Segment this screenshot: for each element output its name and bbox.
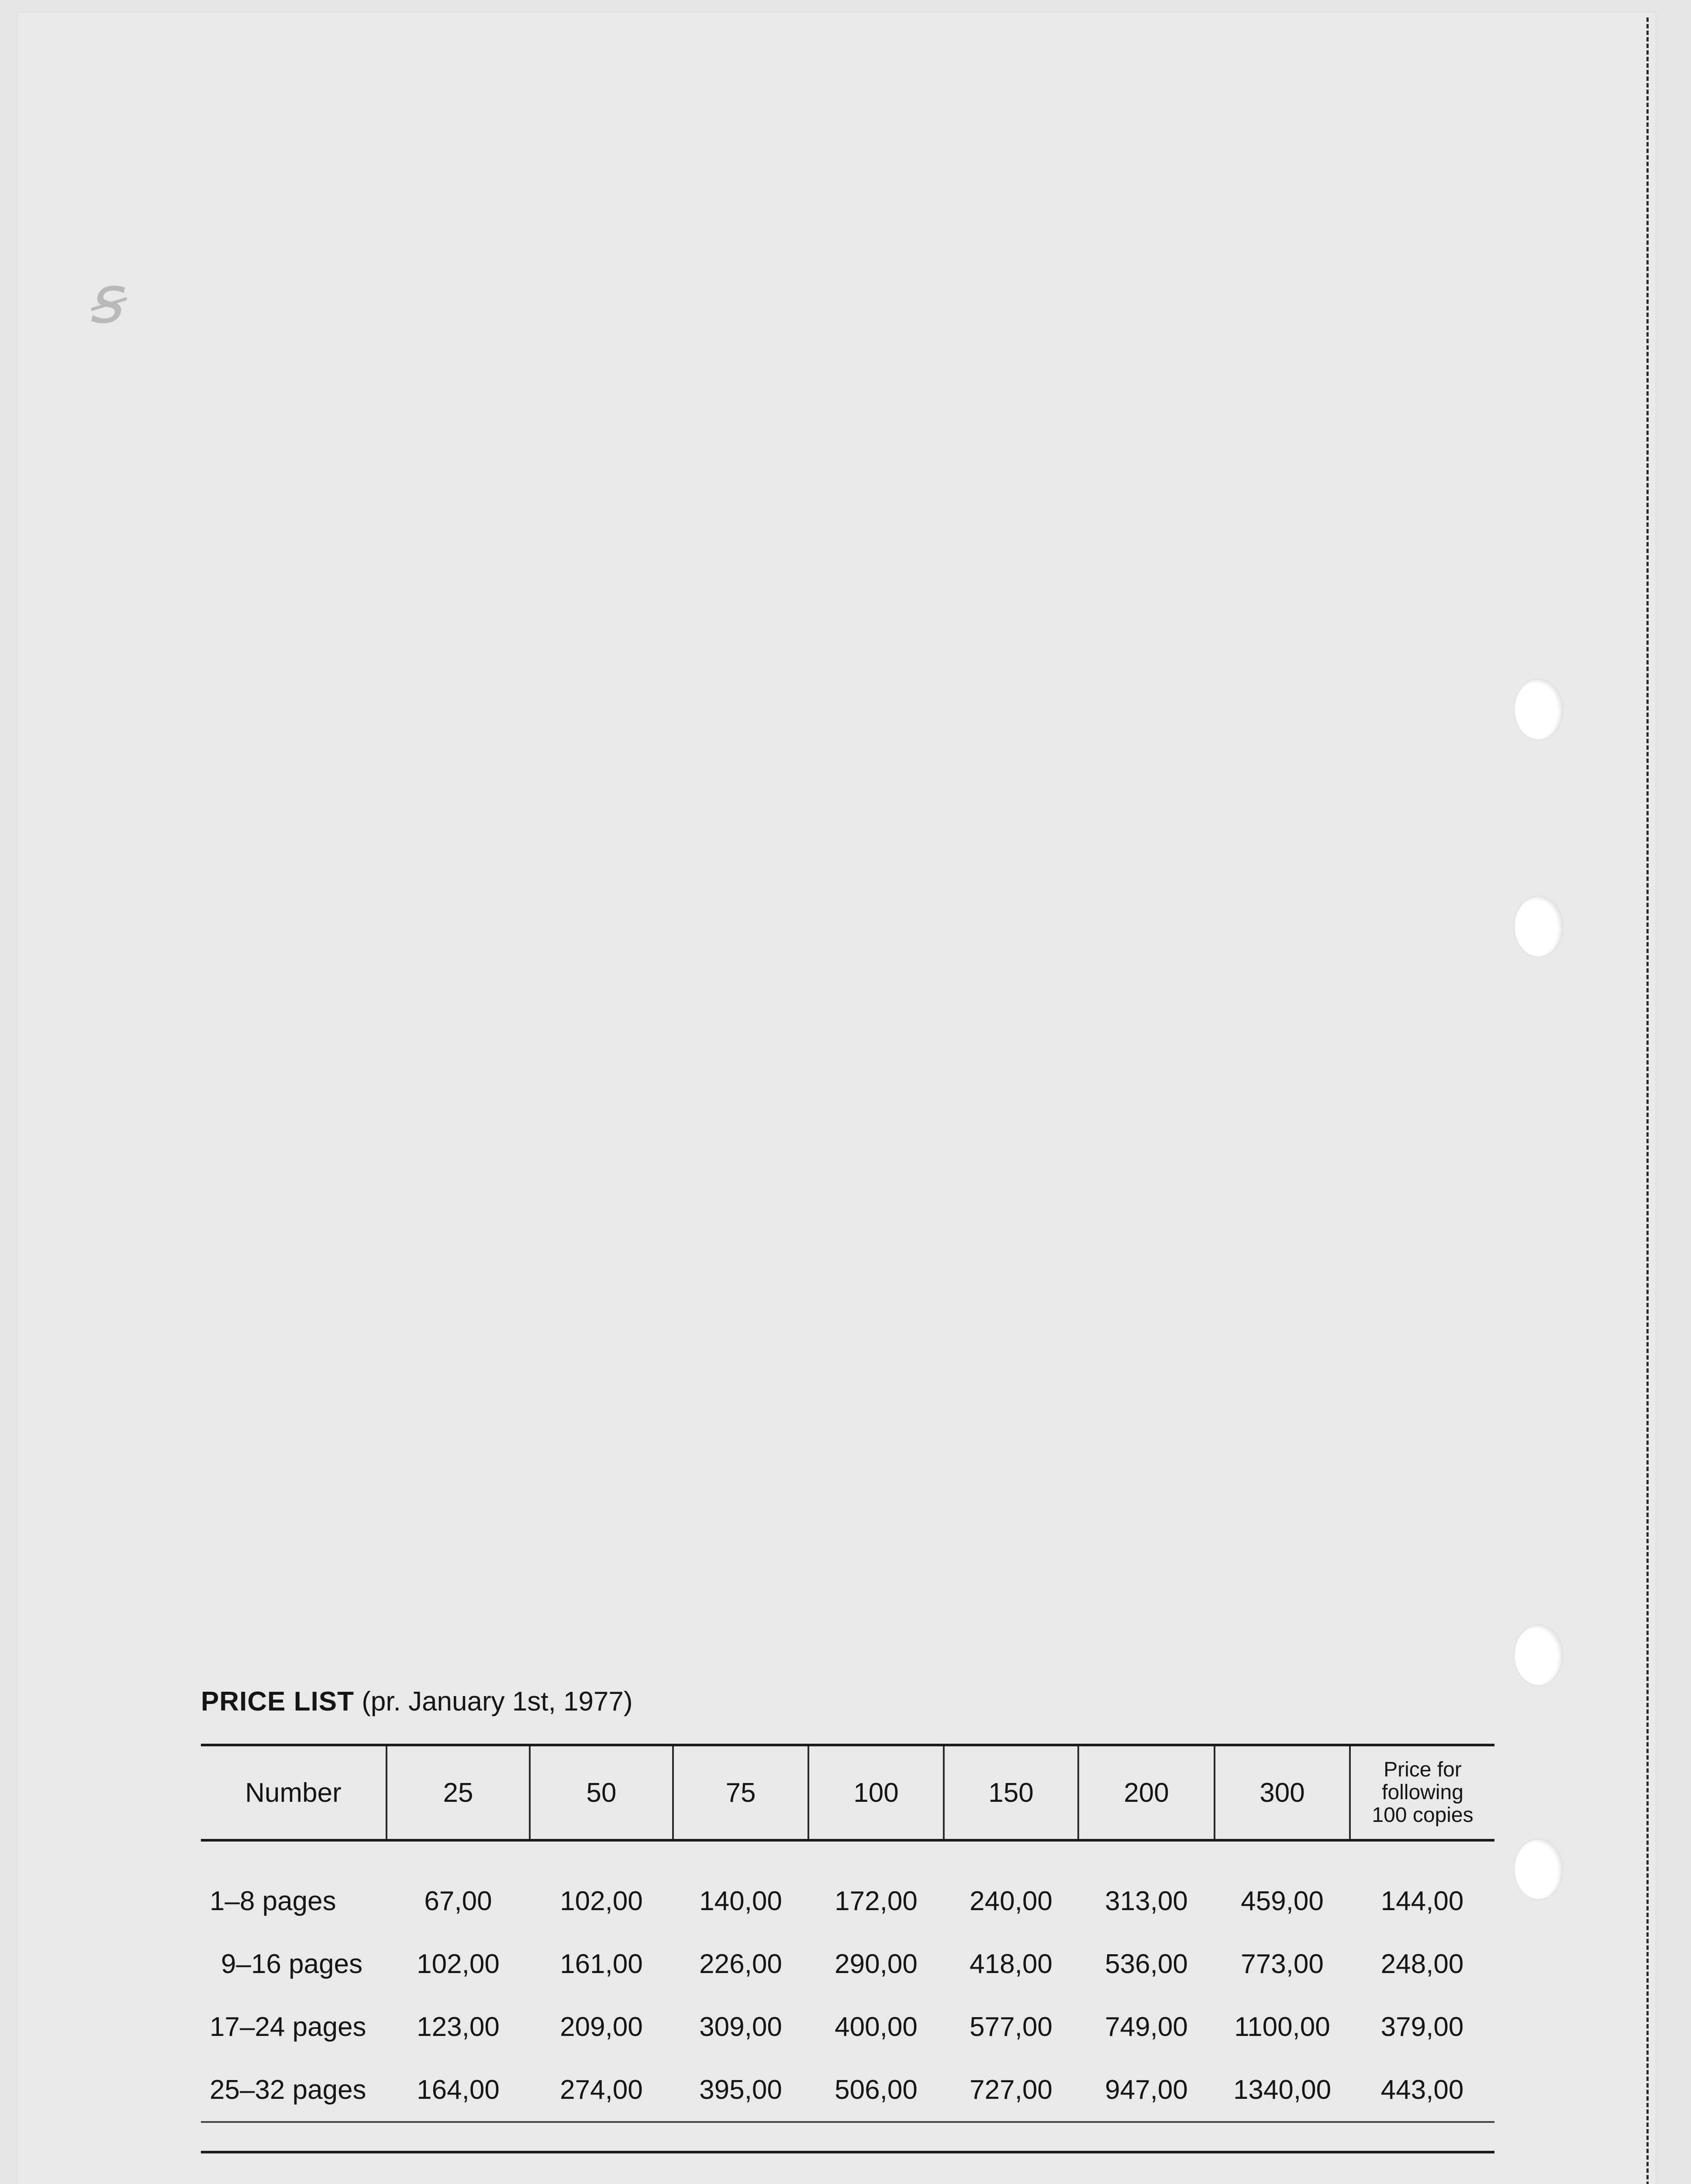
table-row <box>201 1870 1494 1932</box>
row-label: 1–8 pages <box>210 1886 336 1916</box>
price-list-date: (pr. January 1st, 1977) <box>362 1686 633 1717</box>
punch-hole <box>1515 679 1563 740</box>
row-label: 25–32 pages <box>201 2058 387 2122</box>
price-cell: 536,00 <box>1105 1949 1188 1979</box>
price-cell: 164,00 <box>387 2058 530 2122</box>
column-header: 100 <box>808 1745 944 1840</box>
price-cell: 459,00 <box>1241 1886 1324 1916</box>
column-header: 150 <box>944 1745 1078 1840</box>
price-cell <box>944 2153 1078 2184</box>
price-cell: 506,00 <box>808 2058 944 2122</box>
price-cell: 773,00 <box>1241 1949 1324 1979</box>
column-header: 75 <box>673 1745 808 1840</box>
price-cell: 577,00 <box>970 2011 1053 2042</box>
cover-row <box>201 2153 1494 2184</box>
column-header: 300 <box>1215 1745 1350 1840</box>
price-cell: 209,00 <box>560 2011 643 2042</box>
price-cell: 102,00 <box>560 1886 643 1916</box>
following-price-cell: 379,00 <box>1380 2011 1464 2042</box>
price-cell: 400,00 <box>835 2011 918 2042</box>
column-header: Number <box>201 1745 387 1840</box>
price-cell: 240,00 <box>970 1886 1053 1916</box>
price-cell: 309,00 <box>699 2011 782 2042</box>
following-price-cell: 144,00 <box>1380 1886 1464 1916</box>
following-price-cell: 443,00 <box>1350 2058 1494 2122</box>
price-cell: 102,00 <box>417 1949 500 1979</box>
column-header: 25 <box>387 1745 530 1840</box>
price-cell: 1100,00 <box>1234 2011 1330 2042</box>
price-cell: 1340,00 <box>1215 2058 1350 2122</box>
price-cell: 418,00 <box>970 1949 1053 1979</box>
price-cell: 749,00 <box>1105 2011 1188 2042</box>
spacer-row <box>201 2122 1494 2152</box>
following-price-cell <box>1350 2153 1494 2184</box>
column-header: 200 <box>1078 1745 1215 1840</box>
spacer-row <box>201 1840 1494 1870</box>
price-cell: 313,00 <box>1105 1886 1188 1916</box>
table-row <box>201 1932 1494 1995</box>
table-row <box>201 1995 1494 2058</box>
following-copies-header <box>1350 1745 1494 1840</box>
punch-hole <box>1515 1839 1563 1899</box>
price-cell <box>1215 2153 1350 2184</box>
price-cell: 67,00 <box>424 1886 492 1916</box>
row-label: 9–16 pages <box>221 1949 363 1979</box>
price-table-header <box>201 1745 1494 1840</box>
price-cell: 395,00 <box>673 2058 808 2122</box>
perforation-cut-line <box>1646 17 1649 2184</box>
price-cell <box>530 2153 673 2184</box>
price-list-title <box>201 1686 633 1717</box>
punch-hole <box>1515 896 1563 957</box>
price-cell: 274,00 <box>530 2058 673 2122</box>
price-cell <box>387 2153 530 2184</box>
price-cell <box>673 2153 808 2184</box>
price-cell: 140,00 <box>699 1886 782 1916</box>
following-header-line: Price for <box>1384 1758 1462 1781</box>
price-table <box>201 1744 1494 2184</box>
price-cell: 161,00 <box>560 1949 643 1979</box>
following-price-cell: 248,00 <box>1380 1949 1464 1979</box>
pencil-mark: ꞩ <box>87 262 122 338</box>
price-cell: 947,00 <box>1078 2058 1215 2122</box>
punch-hole <box>1515 1625 1563 1685</box>
table-row <box>201 2058 1494 2122</box>
row-label: 17–24 pages <box>210 2011 366 2042</box>
row-label <box>201 2153 387 2184</box>
price-cell: 226,00 <box>699 1949 782 1979</box>
following-header-line: following <box>1382 1781 1463 1804</box>
price-cell: 123,00 <box>417 2011 500 2042</box>
price-list-heading: PRICE LIST <box>201 1686 355 1717</box>
price-cell <box>1078 2153 1215 2184</box>
column-header: 50 <box>530 1745 673 1840</box>
price-cell: 727,00 <box>944 2058 1078 2122</box>
following-header-line: 100 copies <box>1372 1804 1474 1827</box>
price-cell: 290,00 <box>835 1949 918 1979</box>
price-cell <box>808 2153 944 2184</box>
price-cell: 172,00 <box>835 1886 918 1916</box>
